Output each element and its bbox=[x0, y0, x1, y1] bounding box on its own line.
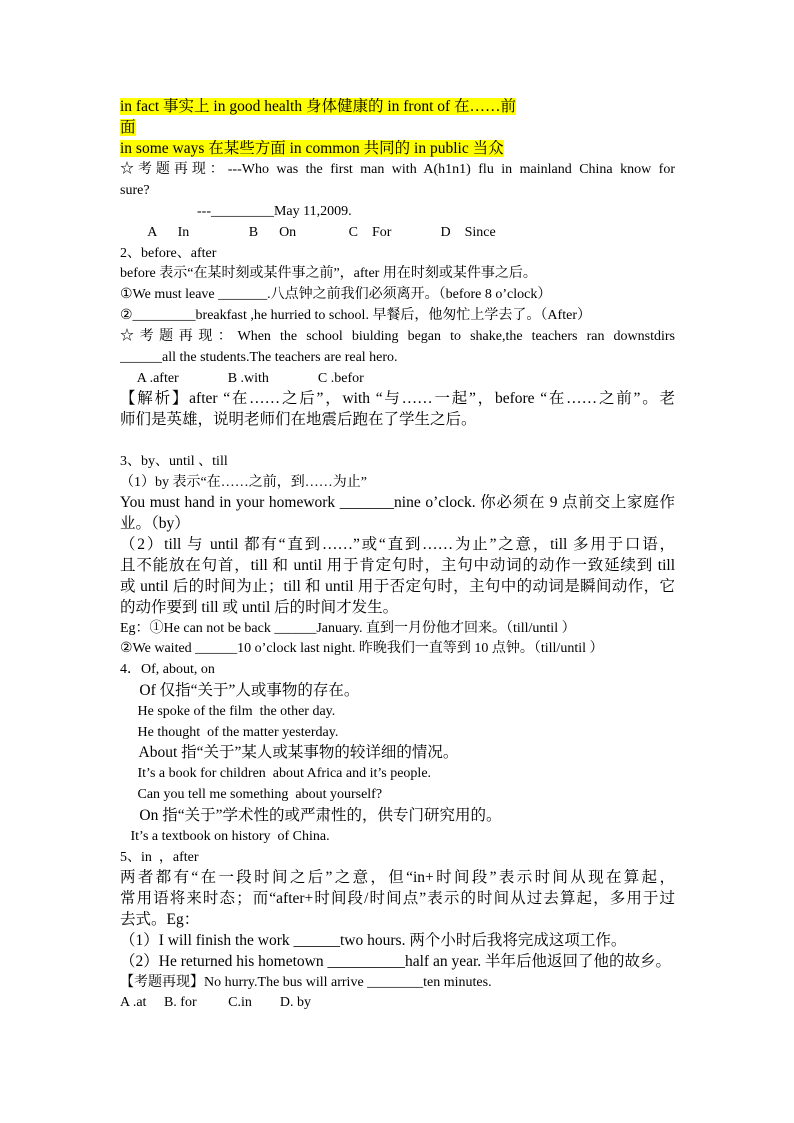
text-line: 去式。Eg： bbox=[120, 911, 200, 928]
text-line bbox=[120, 139, 675, 159]
text-line: He thought of the matter yesterday. bbox=[120, 725, 339, 740]
text-line bbox=[120, 118, 675, 138]
text-line: 常用语将来时态；而“after+时间段/时间点”表示的时间从过去算起，多用于过 bbox=[120, 890, 675, 907]
text-line: He spoke of the film the other day. bbox=[120, 704, 336, 719]
text-line: Of 仅指“关于”人或事物的存在。 bbox=[120, 682, 360, 699]
text-line: A .after B .with C .befor bbox=[120, 371, 364, 386]
section-heading: 2、before、after bbox=[120, 246, 217, 261]
text-line: ②We waited ______10 o’clock last night. 昨晚我们一直等到 10 点钟。（till/until ） bbox=[120, 641, 604, 656]
text-line: ☆考题再现：---Who was the first man with A(h1n1) flu in mainland China know for bbox=[120, 162, 675, 177]
text-line: （1）by 表示“在……之前，到……为止” bbox=[120, 475, 367, 490]
text-line: ---_________May 11,2009. bbox=[120, 204, 352, 219]
text-line: Can you tell me something about yourself? bbox=[120, 787, 383, 802]
text-line: （1）I will finish the work ______two hours. 两个小时后我将完成这项工作。 bbox=[120, 932, 627, 949]
text-line: 两者都有“在一段时间之后”之意，但“in+时间段”表示时间从现在算起， bbox=[120, 869, 675, 886]
section-heading: 4．Of, about, on bbox=[120, 662, 215, 677]
highlight-span: in some ways 在某些方面 in common 共同的 in public 当众 bbox=[120, 140, 504, 157]
section-heading: 5、in ，after bbox=[120, 850, 199, 865]
text-line: On 指“关于”学术性的或严肃性的，供专门研究用的。 bbox=[120, 807, 502, 824]
text-line: 【解析】after “在……之后”，with “与……一起”，before “在……之前”。老 bbox=[120, 390, 675, 407]
highlight-span: in fact 事实上 in good health 身体健康的 in front of 在……前 bbox=[120, 98, 517, 115]
highlight-span: 面 bbox=[120, 119, 136, 136]
text-line: ①We must leave _______.八点钟之前我们必须离开。（before 8 o’clock） bbox=[120, 287, 552, 302]
text-line: sure? bbox=[120, 183, 150, 198]
text-line: ②_________breakfast ,he hurried to school. 早餐后，他匆忙上学去了。（After） bbox=[120, 308, 591, 323]
text-line: （2）He returned his hometown __________half an year. 半年后他返回了他的故乡。 bbox=[120, 953, 672, 970]
text-line: About 指“关于”某人或某事物的较详细的情况。 bbox=[120, 744, 459, 761]
text-line: It’s a textbook on history of China. bbox=[120, 829, 330, 844]
text-line: 【考题再现】No hurry.The bus will arrive ________ten minutes. bbox=[120, 975, 492, 990]
text-line: 的动作要到 till 或 until 后的时间才发生。 bbox=[120, 599, 399, 616]
text-line: ☆考题再现：When the school biulding began to shake,the teachers ran downstdirs bbox=[120, 329, 675, 344]
text-line: ______all the students.The teachers are real hero. bbox=[120, 350, 398, 365]
text-line bbox=[120, 97, 675, 117]
text-line: （2）till 与 until 都有“直到……”或“直到……为止”之意，till 多用于口语， bbox=[120, 536, 675, 553]
text-line: before 表示“在某时刻或某件事之前”，after 用在时刻或某件事之后。 bbox=[120, 266, 537, 281]
text-line: A .at B. for C.in D. by bbox=[120, 995, 311, 1010]
text-line: Eg：①He can not be back ______January. 直到一月份他才回来。（till/until ） bbox=[120, 621, 576, 636]
text-line: It’s a book for children about Africa and it’s people. bbox=[120, 766, 432, 781]
section-heading: 3、by、until 、till bbox=[120, 454, 228, 469]
text-line: 或 until 后的时间为止；till 和 until 用于否定句时，主句中的动词是瞬间动作，它 bbox=[120, 578, 675, 595]
text-line: You must hand in your homework _______nine o’clock. 你必须在 9 点前交上家庭作 bbox=[120, 494, 675, 511]
text-line: 且不能放在句首，till 和 until 用于肯定句时，主句中动词的动作一致延续到 till bbox=[120, 557, 675, 574]
text-line: 业。（by） bbox=[120, 515, 190, 532]
text-line: A In B On C For D Since bbox=[120, 225, 496, 240]
text-line: 师们是英雄，说明老师们在地震后跑在了学生之后。 bbox=[120, 411, 477, 428]
